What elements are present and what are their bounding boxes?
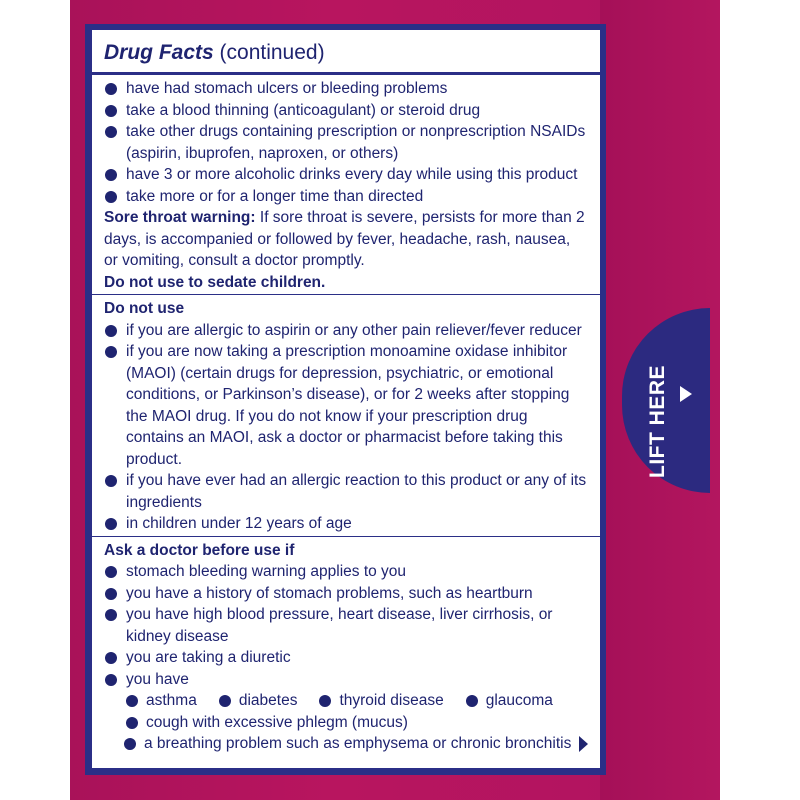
bullet-icon <box>105 566 117 578</box>
sore-throat-text: If sore throat is severe, persists for more than 2 days, is accompanied or followed by fever, headache, rash, nausea, or vomiting, consult a doctor promptly. <box>104 209 585 269</box>
list-item <box>104 78 588 100</box>
list-item <box>104 186 588 208</box>
condition-text: a breathing problem such as emphysema or chronic bronchitis <box>144 735 572 752</box>
list-item <box>104 647 588 669</box>
bullet-icon <box>105 325 117 337</box>
condition-item <box>124 733 571 755</box>
bullet-icon <box>105 83 117 95</box>
list-item <box>104 604 588 647</box>
sedate-warning: Do not use to sedate children. <box>104 273 326 291</box>
list-item-text: stomach bleeding warning applies to you <box>126 563 407 580</box>
warnings-continued-section <box>92 75 600 294</box>
list-item-text: you have high blood pressure, heart disease, liver cirrhosis, or kidney disease <box>126 606 553 645</box>
list-item <box>104 583 588 605</box>
list-item <box>104 341 588 470</box>
title-rest: (continued) <box>213 41 325 64</box>
list-item <box>104 320 588 342</box>
drug-facts-title <box>92 38 600 72</box>
list-item <box>104 669 588 691</box>
bullet-icon <box>466 695 478 707</box>
list-item-text: take a blood thinning (anticoagulant) or steroid drug <box>126 101 481 119</box>
condition-row <box>104 712 588 734</box>
condition-row <box>104 690 588 712</box>
list-item-text: you are taking a diuretic <box>126 649 291 666</box>
list-item-text: you have a history of stomach problems, such as heartburn <box>126 584 533 602</box>
sore-throat-warning <box>104 207 588 272</box>
title-bold: Drug Facts <box>104 41 214 64</box>
bullet-icon <box>105 346 117 358</box>
condition-text: asthma <box>146 692 197 709</box>
list-item-text: if you are allergic to aspirin or any other pain reliever/fever reducer <box>126 321 582 339</box>
condition-text: glaucoma <box>485 692 553 709</box>
lift-here-label: LIFT HERE <box>646 365 669 478</box>
lift-arrow-icon <box>680 386 692 402</box>
condition-item <box>126 690 197 712</box>
bullet-icon <box>105 652 117 664</box>
sore-throat-heading: Sore throat warning: <box>104 209 256 226</box>
list-item-text: take other drugs containing prescription or nonprescription NSAIDs (aspirin, ibuprofen, naproxen, or others) <box>126 123 586 162</box>
condition-item <box>319 690 443 712</box>
list-item <box>104 100 588 122</box>
bullet-icon <box>105 169 117 181</box>
bullet-icon <box>319 695 331 707</box>
list-item-text: if you have ever had an allergic reaction to this product or any of its ingredients <box>126 472 587 511</box>
bullet-icon <box>124 738 136 750</box>
condition-item <box>126 712 408 734</box>
list-item-text: take more or for a longer time than directed <box>126 187 424 205</box>
condition-text: cough with excessive phlegm (mucus) <box>146 713 408 731</box>
condition-text: diabetes <box>238 692 298 709</box>
list-item-text: you have <box>126 670 189 688</box>
do-not-use-section <box>92 295 600 536</box>
bullet-icon <box>105 674 117 686</box>
list-item-text: have had stomach ulcers or bleeding problems <box>126 80 448 97</box>
list-item-text: have 3 or more alcoholic drinks every day while using this product <box>126 166 578 183</box>
continue-arrow-icon <box>579 736 588 752</box>
bullet-icon <box>105 191 117 203</box>
list-item <box>104 513 588 535</box>
drug-facts-panel <box>92 30 600 768</box>
list-item <box>104 470 588 513</box>
list-item <box>104 121 588 164</box>
condition-text: thyroid disease <box>339 692 444 709</box>
condition-item <box>219 690 298 712</box>
bullet-icon <box>105 588 117 600</box>
list-item <box>104 164 588 186</box>
bullet-icon <box>126 717 138 729</box>
condition-item <box>466 690 553 712</box>
bullet-icon <box>105 475 117 487</box>
condition-row <box>104 733 588 755</box>
list-item-text: in children under 12 years of age <box>126 515 352 532</box>
list-item <box>104 561 588 583</box>
bullet-icon <box>126 695 138 707</box>
bullet-icon <box>105 105 117 117</box>
do-not-use-heading: Do not use <box>104 300 185 317</box>
bullet-icon <box>219 695 231 707</box>
bullet-icon <box>105 609 117 621</box>
bullet-icon <box>105 126 117 138</box>
bullet-icon <box>105 518 117 530</box>
ask-doctor-heading: Ask a doctor before use if <box>104 541 295 559</box>
ask-doctor-section <box>92 537 600 756</box>
list-item-text: if you are now taking a prescription monoamine oxidase inhibitor (MAOI) (certain drugs for depression, psychiatric, or emotional conditions, or Parkinson’s disease), or for 2 weeks after stopping the MAOI drug. If you do not know if your prescription drug contains an MAOI, ask a doctor or pharmacist before taking this product. <box>126 343 570 468</box>
